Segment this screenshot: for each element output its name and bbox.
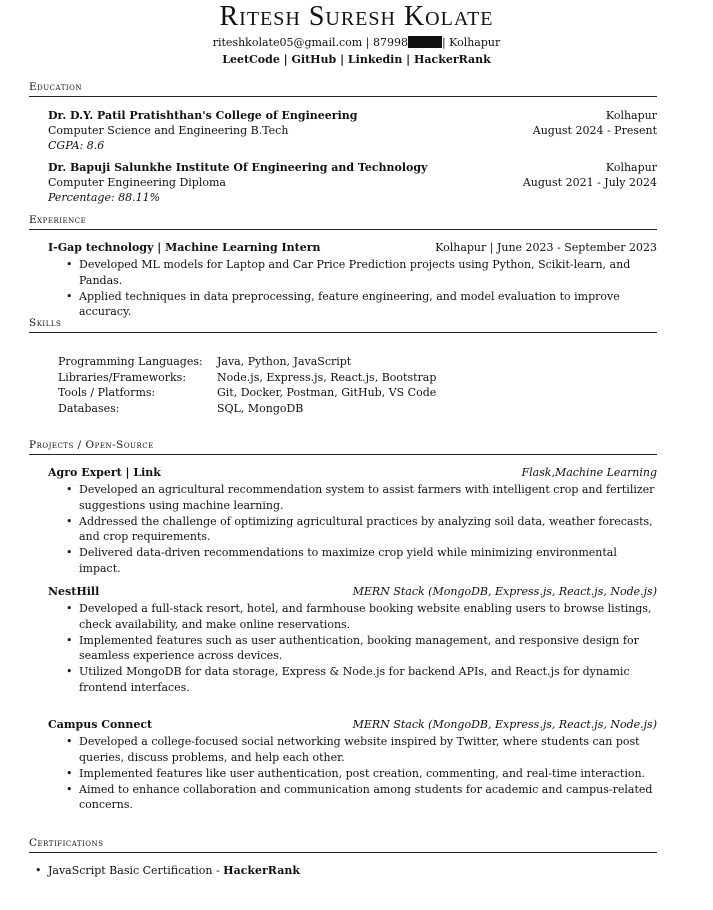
skill-value: Git, Docker, Postman, GitHub, VS Code (217, 386, 437, 399)
leetcode-link[interactable]: LeetCode (222, 53, 280, 66)
project-1-bullets (62, 482, 660, 577)
resume-name: Ritesh Suresh Kolate (219, 1, 494, 32)
project-3-bullets (62, 734, 660, 813)
skill-row (58, 401, 436, 417)
skill-value: Node.js, Express.js, React.js, Bootstrap (217, 370, 437, 384)
phone-number: 87998 (372, 36, 408, 49)
email-link[interactable]: riteshkolate05@gmail.com (212, 36, 363, 49)
certifications-heading: Certifications (29, 837, 657, 853)
list-item (31, 863, 629, 879)
list-item: • Utilized MongoDB for data storage, Express & Node.js for backend APIs, and React.js for dynamic frontend interfaces. (62, 664, 660, 695)
skill-value: SQL, MongoDB (217, 401, 304, 415)
list-item: • Implemented features like user authentication, post creation, commenting, and real-time interaction. (62, 766, 660, 782)
skill-label: Programming Languages: (58, 355, 203, 368)
list-item: • Developed a college-focused social networking website inspired by Twitter, where students can post queries, discuss problems, and help each other. (62, 734, 660, 765)
certifications-list (31, 863, 629, 879)
skills-heading: Skills (29, 317, 657, 333)
linkedin-link[interactable]: Linkedin (347, 53, 403, 66)
skill-label: Libraries/Frameworks: (58, 370, 187, 384)
location-text: Kolhapur (449, 36, 501, 49)
hackerrank-link[interactable]: HackerRank (414, 53, 491, 66)
skill-label: Databases: (58, 401, 120, 415)
list-item: • Delivered data-driven recommendations to maximize crop yield while minimizing environmental impact. (62, 545, 660, 576)
contact-line: riteshkolate05@gmail.com | 87998 | Kolhapur (212, 36, 501, 49)
list-item: • Developed ML models for Laptop and Car Price Prediction projects using Python, Scikit-learn, and Pandas. (62, 257, 660, 288)
education-heading: Education (29, 81, 657, 97)
school-name: Dr. D.Y. Patil Pratishthan's College of Engineering (48, 109, 358, 122)
project-tech: MERN Stack (MongoDB, Express.js, React.js, Node.js) (352, 585, 657, 598)
job-title: I-Gap technology | Machine Learning Intern (48, 241, 321, 254)
experience-heading: Experience (29, 214, 657, 230)
skill-row (58, 370, 436, 386)
skill-row (58, 354, 436, 370)
list-item: • Addressed the challenge of optimizing agricultural practices by analyzing soil data, weather forecasts, and crop requirements. (62, 514, 660, 545)
school-location: Kolhapur (605, 109, 657, 122)
education-score: CGPA: 8.6 (48, 139, 105, 152)
redaction-box (408, 36, 442, 48)
skill-value: Java, Python, JavaScript (217, 355, 352, 368)
github-link[interactable]: GitHub (291, 53, 337, 66)
education-score: Percentage: 88.11% (48, 191, 161, 204)
project-tech: MERN Stack (MongoDB, Express.js, React.js, Node.js) (352, 718, 657, 731)
projects-heading: Projects / Open-Source (29, 439, 657, 455)
skill-label: Tools / Platforms: (58, 386, 156, 399)
education-dates: August 2021 - July 2024 (522, 176, 657, 189)
certification-name: JavaScript Basic Certification - (48, 864, 224, 877)
experience-bullets (62, 257, 660, 320)
skill-row (58, 385, 436, 401)
certification-issuer: HackerRank (223, 864, 300, 877)
list-item: • Developed an agricultural recommendation system to assist farmers with intelligent crop and fertilizer suggestions using machine learning. (62, 482, 660, 513)
degree: Computer Engineering Diploma (48, 176, 226, 189)
school-name: Dr. Bapuji Salunkhe Institute Of Engineering and Technology (48, 161, 428, 174)
project-title: Campus Connect (48, 718, 153, 731)
skills-table (58, 354, 436, 416)
list-item: • Developed a full-stack resort, hotel, and farmhouse booking website enabling users to browse listings, check availability, and make online reservations. (62, 601, 660, 632)
project-tech: Flask,Machine Learning (521, 466, 657, 479)
list-item: • Implemented features such as user authentication, booking management, and responsive design for seamless experience across devices. (62, 633, 660, 664)
school-location: Kolhapur (605, 161, 657, 174)
project-2-bullets (62, 601, 660, 696)
education-dates: August 2024 - Present (532, 124, 657, 137)
list-item: • Aimed to enhance collaboration and communication among students for academic and campus-related concerns. (62, 782, 660, 813)
list-item: • Applied techniques in data preprocessing, feature engineering, and model evaluation to improve accuracy. (62, 289, 660, 320)
job-meta: Kolhapur | June 2023 - September 2023 (435, 241, 657, 254)
project-title: NestHill (48, 585, 100, 598)
project-title[interactable]: Agro Expert | Link (48, 466, 161, 479)
profile-links: LeetCode | GitHub | Linkedin | HackerRank (222, 53, 491, 66)
degree: Computer Science and Engineering B.Tech (48, 124, 289, 137)
